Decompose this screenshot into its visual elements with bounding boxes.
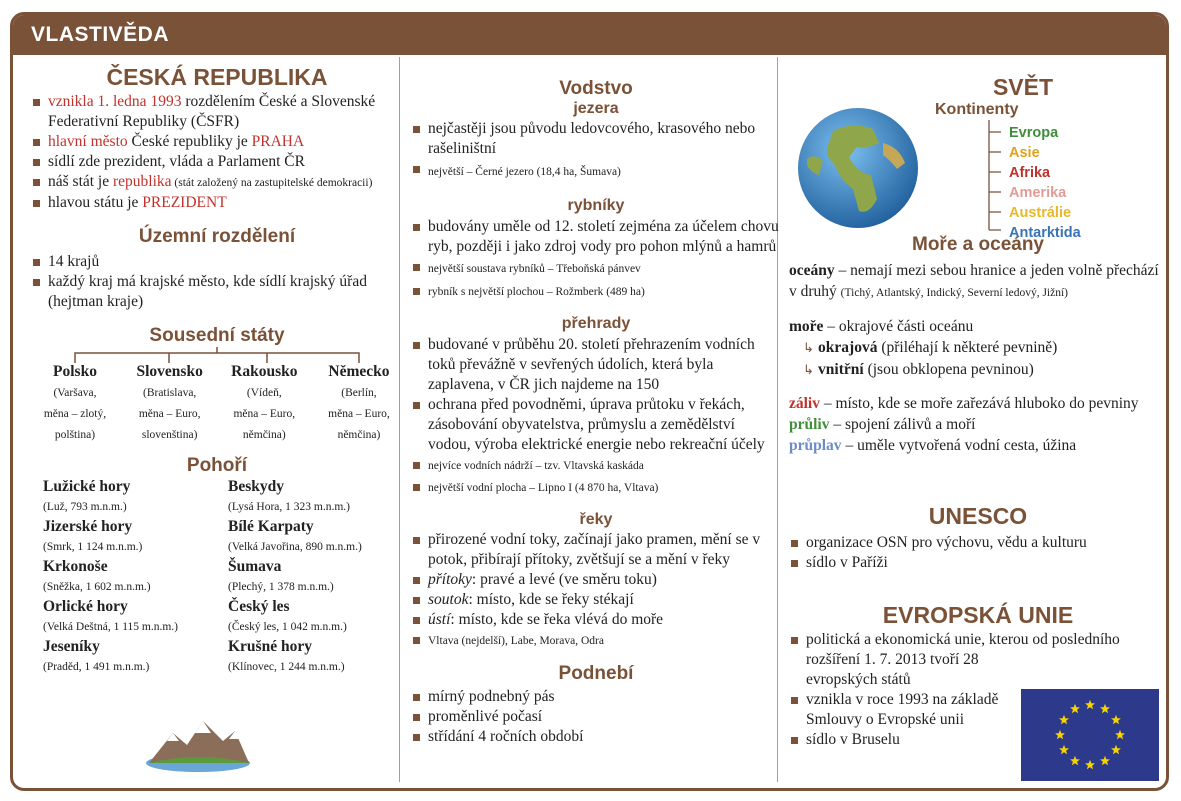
mountain-peak: (Lysá Hora, 1 323 m.n.m.) [228,500,351,513]
podnebi-item-zone: mírný podnebný pás [411,687,781,707]
state-1 [126,363,214,446]
state-capital: (Varšava, [53,387,97,400]
state-currency: měna – Euro, [328,408,390,421]
prehrady-item-purpose: ochrana před povodněmi, úprava průtoku v řekách, zásobování obyvatelstva, průmyslu a zemědělství vodou, výroba elektrické energie nebo rekreační účely [411,395,781,455]
reky-item-usti: ústí: místo, kde se řeka vlévá do moře [411,610,781,630]
continent-1: Asie [1009,145,1040,161]
mountain-peak: (Velká Javořina, 890 m.n.m.) [228,540,362,553]
more-title: Moře a oceány [912,233,1044,255]
state-currency: měna – zlotý, [43,408,107,421]
mountain-item [43,557,228,597]
reky-item-pritoky: přítoky: pravé a levé (ve směru toku) [411,570,781,590]
continent-2: Afrika [1009,165,1051,181]
page-title: VLASTIVĚDA [31,23,170,46]
mountain-name: Šumava [228,557,282,575]
podnebi-title: Podnebí [558,663,634,685]
mountain-item [43,637,228,677]
mountain-peak: (Český les, 1 042 m.n.m.) [228,620,347,633]
state-currency: měna – Euro, [138,408,201,421]
cr-item-head: hlavou státu je PREZIDENT [31,193,403,213]
mountain-peak: (Klínovec, 1 244 m.n.m.) [228,660,345,673]
mountain-name: Beskydy [228,477,284,495]
cr-item-founded: vznikla 1. ledna 1993 rozdělením České a Slovenské Federativní Republiky (ČSFR) [31,92,403,132]
cr-item-republic: náš stát je republika (stát založený na zastupitelské demokracii) [31,172,403,193]
mountain-item [228,597,413,637]
mountain-item [228,637,413,677]
mountain-item [43,517,228,557]
continents-tree-connector [985,120,1009,240]
oceans-definition: oceány – nemají mezi sebou hranice a jeden volně přechází v druhý (Tichý, Atlantský, Indický, Severní ledový, Jižní) [789,261,1159,300]
mountain-peak: (Luž, 793 m.n.m.) [43,500,127,513]
header-bar [13,15,1166,55]
uzemni-list [31,252,403,312]
cr-item-government: sídlí zde prezident, vláda a Parlament ČR [31,152,403,172]
prehrady-list [411,335,781,499]
mountains-illustration [143,715,253,773]
globe-illustration [793,103,923,233]
state-capital: (Berlín, [341,387,377,400]
eu-title: EVROPSKÁ UNIE [882,602,1074,629]
mountain-peak: (Plechý, 1 378 m.n.m.) [228,580,334,593]
continent-3: Amerika [1009,185,1067,201]
seas-marginal: ↳ okrajová (přiléhají k některé pevnině) [803,338,1058,356]
bay-definition: záliv – místo, kde se moře zařezává hluboko do pevniny [789,394,1139,412]
state-name: Rakousko [231,363,298,381]
uzemni-item-office: každý kraj má krajské město, kde sídlí krajský úřad (hejtman kraje) [31,272,403,312]
rybniky-list [411,217,781,303]
state-name: Slovensko [136,363,203,381]
unesco-list [789,533,1167,573]
state-2 [220,363,308,446]
mountains-grid [31,477,403,677]
cr-list [31,92,403,213]
eu-item-founded: vznikla v roce 1993 na základě Smlouvy o Evropské unii [789,690,1167,730]
jezera-item-origin: nejčastěji jsou původu ledovcového, krasového nebo rašeliništní [411,119,781,159]
reky-item-soutok: soutok: místo, kde se řeky stékají [411,590,781,610]
prehrady-item-lipno: největší vodní plocha – Lipno I (4 870 ha, Vltava) [411,477,781,499]
column-world [789,59,1167,788]
eu-flag-icon [1021,689,1159,781]
mountain-peak: (Smrk, 1 124 m.n.m.) [43,540,143,553]
reky-title: řeky [579,510,613,528]
pohori-title: Pohoří [186,455,248,477]
reky-list [411,530,781,652]
mountain-name: Český les [228,597,290,615]
prehrady-item-built: budované v průběhu 20. století přehrazením vodních toků převážně v sevřených údolích, která byla zaplavena, v ČR jich najdeme na 150 [411,335,781,395]
reky-item-natural: přirozené vodní toky, začínají jako pramen, mění se v potok, přibírají přítoky, zvětšují se a mění v řeky [411,530,781,570]
state-language: němčina) [337,429,381,442]
mountain-name: Orlické hory [43,597,128,615]
jezera-item-largest: největší – Černé jezero (18,4 ha, Šumava) [411,159,781,185]
eu-item-union: politická a ekonomická unie, kterou od posledního rozšíření 1. 7. 2013 tvoří 28 evropských států [789,630,1167,690]
prehrady-item-cascade: nejvíce vodních nádrží – tzv. Vltavská kaskáda [411,455,781,477]
mountain-peak: (Velká Deštná, 1 115 m.n.m.) [43,620,178,633]
sousedni-title: Sousední státy [149,325,285,347]
mountain-peak: (Praděd, 1 491 m.n.m.) [43,660,150,673]
podnebi-list [411,687,781,747]
state-language: polština) [54,429,96,442]
podnebi-item-seasons: střídání 4 ročních období [411,727,781,747]
mountain-name: Krušné hory [228,637,312,655]
jezera-list [411,119,781,185]
rybniky-title: rybníky [567,197,625,215]
canal-definition: průplav – uměle vytvořená vodní cesta, úžina [789,436,1077,454]
poster-frame [10,12,1169,791]
mountain-item [228,557,413,597]
state-capital: (Bratislava, [142,387,197,400]
rybniky-item-system: největší soustava rybníků – Třeboňská pánvev [411,257,781,281]
mountain-item [43,477,228,517]
state-name: Německo [328,363,390,381]
state-language: němčina) [242,429,286,442]
mountain-item [228,517,413,557]
svet-title: SVĚT [992,74,1054,100]
seas-inland: ↳ vnitřní (jsou obklopena pevninou) [803,360,1034,378]
state-currency: měna – Euro, [233,408,296,421]
jezera-title: jezera [573,99,619,117]
column-water [411,59,781,788]
mountain-name: Krkonoše [43,557,108,575]
mountain-name: Jeseníky [43,637,100,655]
mountain-peak: (Sněžka, 1 602 m.n.m.) [43,580,151,593]
eu-item-seat: sídlo v Bruselu [789,730,1167,750]
uzemni-item-regions: 14 krajů [31,252,403,272]
mountain-name: Lužické hory [43,477,131,495]
kontinenty-title: Kontinenty [935,101,1019,119]
states-tree-connector [31,347,403,363]
column-czech-republic [31,59,403,788]
unesco-item-org: organizace OSN pro výchovu, vědu a kulturu [789,533,1167,553]
continents-list [1009,123,1081,243]
reky-item-rivers: Vltava (nejdelší), Labe, Morava, Odra [411,630,781,652]
continent-4: Austrálie [1009,205,1072,221]
continent-0: Evropa [1009,125,1059,141]
mountain-item [228,477,413,517]
state-capital: (Vídeň, [246,387,282,400]
state-0 [31,363,119,446]
rybniky-item-built: budovány uměle od 12. století zejména za účelem chovu ryb, později i jako zdroj vody pro pohon mlýnů a hamrů [411,217,781,257]
uzemni-title: Územní rozdělení [138,226,296,248]
rybniky-item-largest: rybník s největší plochou – Rožmberk (489 ha) [411,281,781,303]
state-3 [315,363,403,446]
unesco-title: UNESCO [928,502,1028,529]
mountain-name: Jizerské hory [43,517,133,535]
neighbour-states [31,363,403,446]
cr-title: ČESKÁ REPUBLIKA [106,64,328,90]
mountain-item [43,597,228,637]
cr-item-capital: hlavní město České republiky je PRAHA [31,132,403,152]
strait-definition: průliv – spojení zálivů a moří [789,415,976,433]
prehrady-title: přehrady [561,315,631,333]
continent-5: Antarktida [1009,225,1081,241]
vodstvo-title: Vodstvo [559,78,633,99]
state-name: Polsko [53,363,97,381]
podnebi-item-weather: proměnlivé počasí [411,707,781,727]
unesco-item-seat: sídlo v Paříži [789,553,1167,573]
seas-definition: moře – okrajové části oceánu [789,317,974,335]
mountain-name: Bílé Karpaty [228,517,314,535]
state-language: slovenština) [141,429,198,442]
